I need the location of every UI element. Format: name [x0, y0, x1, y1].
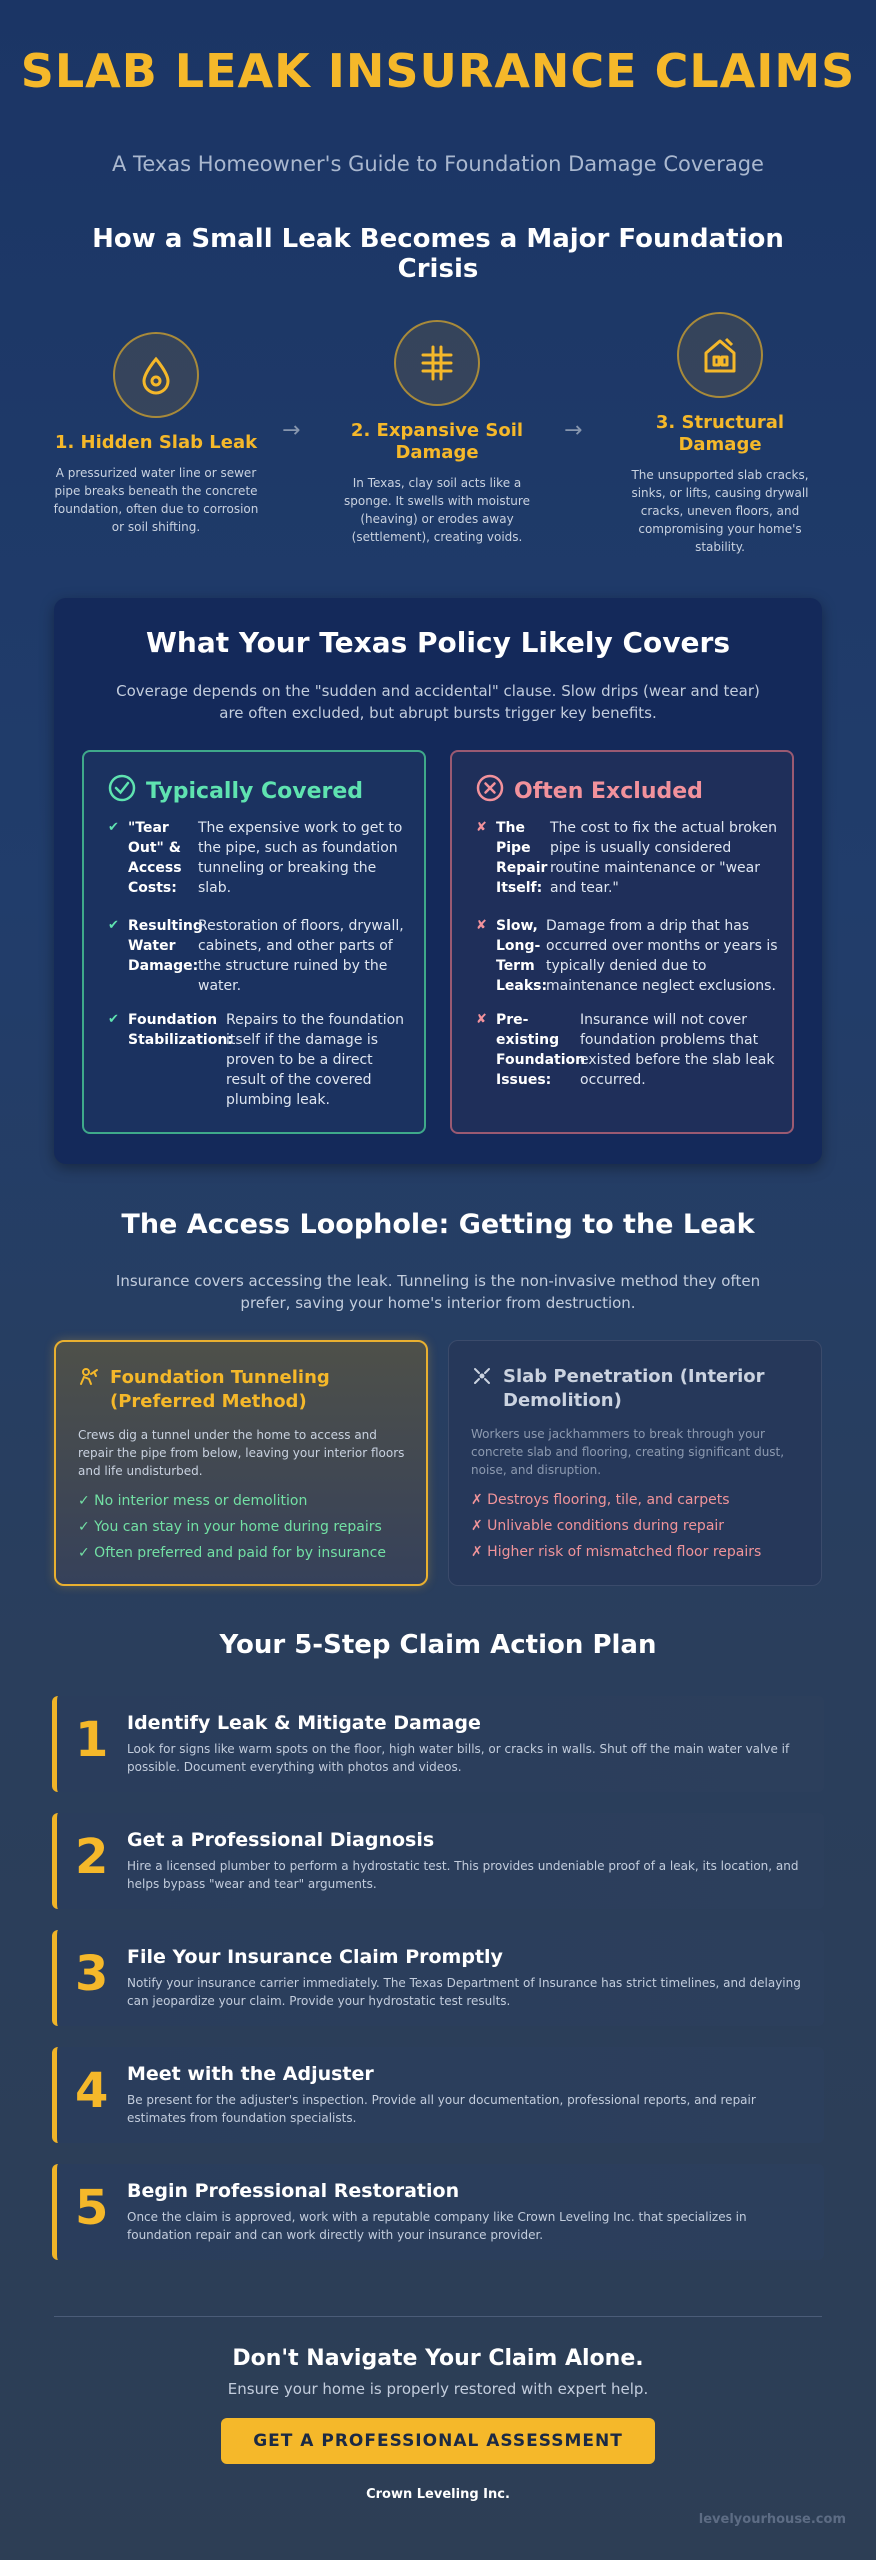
- excluded-heading: [476, 774, 703, 808]
- covered-title: Typically Covered: [146, 778, 364, 804]
- excluded-item: [476, 1010, 780, 1090]
- coverage-heading: What Your Texas Policy Likely Covers: [146, 626, 730, 659]
- crisis-step-desc: In Texas, clay soil acts like a sponge. It swells with moisture (heaving) or erodes away (settlement), creating voids.: [344, 476, 530, 544]
- step-desc: Once the claim is approved, work with a reputable company like Crown Leveling Inc. that specializes in foundation repair and can work directly with your insurance provider.: [127, 2210, 747, 2242]
- cta-heading: Don't Navigate Your Claim Alone.: [232, 2346, 644, 2371]
- x-circle-icon: [476, 774, 504, 808]
- water-drop-icon: [113, 332, 199, 418]
- check-circle-icon: [108, 774, 136, 808]
- arrow-right-icon: →: [282, 418, 301, 443]
- crisis-step-3: [620, 312, 820, 556]
- step-title: File Your Insurance Claim Promptly: [127, 1946, 503, 1968]
- brand-name: Crown Leveling Inc.: [366, 2487, 510, 2502]
- excluded-item: [476, 916, 780, 996]
- step-desc: Notify your insurance carrier immediately. The Texas Department of Insurance has strict timelines, and delaying can jeopardize your claim. Provide your hydrostatic test results.: [127, 1976, 801, 2008]
- worker-icon: [78, 1366, 100, 1414]
- step-desc: Be present for the adjuster's inspection. Provide all your documentation, professional reports, and repair estimates from foundation specialists.: [127, 2093, 756, 2125]
- step-number: 1: [75, 1712, 109, 1768]
- website-link[interactable]: levelyourhouse.com: [698, 2512, 846, 2527]
- excluded-title: Often Excluded: [514, 778, 703, 804]
- excluded-box: [450, 750, 794, 1134]
- step-title: Meet with the Adjuster: [127, 2063, 374, 2085]
- crisis-step-desc: The unsupported slab cracks, sinks, or lifts, causing drywall cracks, uneven floors, and compromising your home's stability.: [631, 468, 809, 554]
- pro-item: ✓ You can stay in your home during repairs: [78, 1519, 382, 1535]
- x-icon: ✘: [476, 1012, 487, 1027]
- plan-step-2: [52, 1813, 824, 1909]
- step-number: 3: [75, 1946, 109, 2002]
- get-assessment-button[interactable]: GET A PROFESSIONAL ASSESSMENT: [221, 2418, 655, 2464]
- covered-box: [82, 750, 426, 1134]
- con-item: ✗ Higher risk of mismatched floor repairs: [471, 1544, 762, 1560]
- page-title: SLAB LEAK INSURANCE CLAIMS: [20, 44, 856, 98]
- page-subtitle: A Texas Homeowner's Guide to Foundation Damage Coverage: [112, 152, 764, 176]
- con-item: ✗ Destroys flooring, tile, and carpets: [471, 1492, 730, 1508]
- covered-item-label: Resulting Water Damage:: [128, 918, 203, 974]
- plan-step-4: [52, 2047, 824, 2143]
- crisis-step-desc: A pressurized water line or sewer pipe breaks beneath the concrete foundation, often due to corrosion or soil shifting.: [53, 466, 259, 534]
- tunneling-desc: Crews dig a tunnel under the home to access and repair the pipe from below, leaving your interior floors and life undisturbed.: [78, 1428, 405, 1478]
- excluded-item-label: The Pipe Repair Itself:: [496, 820, 548, 896]
- slab-penetration-card: [448, 1340, 822, 1586]
- divider: [54, 2316, 822, 2317]
- slab-desc: Workers use jackhammers to break through your concrete slab and flooring, creating significant dust, noise, and disruption.: [471, 1427, 785, 1477]
- excluded-item: [476, 818, 780, 898]
- excluded-item-label: Pre-existing Foundation Issues:: [496, 1012, 586, 1088]
- excluded-item-label: Slow, Long-Term Leaks:: [496, 918, 548, 994]
- covered-item-label: "Tear Out" & Access Costs:: [128, 820, 182, 896]
- x-icon: ✘: [476, 918, 487, 933]
- covered-item: [108, 916, 408, 996]
- crisis-step-1: [50, 332, 262, 536]
- tunneling-card: [54, 1340, 428, 1586]
- step-title: Identify Leak & Mitigate Damage: [127, 1712, 481, 1734]
- covered-item-text: Restoration of floors, drywall, cabinets, and other parts of the structure ruined by the water.: [198, 918, 404, 994]
- plan-step-3: [52, 1930, 824, 2026]
- con-item: ✗ Unlivable conditions during repair: [471, 1518, 725, 1534]
- pro-item: ✓ No interior mess or demolition: [78, 1493, 308, 1509]
- check-icon: ✔: [108, 1012, 119, 1027]
- covered-item: [108, 818, 408, 898]
- step-number: 5: [75, 2180, 109, 2236]
- plan-step-1: [52, 1696, 824, 1792]
- tunneling-points: [78, 1488, 416, 1566]
- covered-item-text: The expensive work to get to the pipe, such as foundation tunneling or breaking the slab.: [198, 820, 403, 896]
- step-desc: Hire a licensed plumber to perform a hydrostatic test. This provides undeniable proof of a leak, its location, and helps bypass "wear and tear" arguments.: [127, 1859, 799, 1891]
- coverage-subtext: Coverage depends on the "sudden and accidental" clause. Slow drips (wear and tear) are often excluded, but abrupt bursts trigger key benefits.: [116, 682, 760, 722]
- step-number: 2: [75, 1829, 109, 1885]
- slab-title: Slab Penetration (Interior Demolition): [503, 1366, 765, 1411]
- arrow-right-icon: →: [564, 418, 583, 443]
- step-title: Get a Professional Diagnosis: [127, 1829, 435, 1851]
- step-desc: Look for signs like warm spots on the floor, high water bills, or cracks in walls. Shut off the main water valve if possible. Document everything with photos and videos.: [127, 1742, 790, 1774]
- excluded-item-text: Damage from a drip that has occurred over months or years is typically denied due to maintenance neglect exclusions.: [546, 918, 778, 994]
- access-subtext: Insurance covers accessing the leak. Tunneling is the non-invasive method they often prefer, saving your home's interior from destruction.: [115, 1272, 761, 1312]
- crisis-step-title: 2. Expansive Soil Damage: [350, 420, 524, 463]
- crisis-heading: How a Small Leak Becomes a Major Foundation Crisis: [92, 224, 784, 284]
- coverage-card: [54, 598, 822, 1164]
- soil-layers-icon: [394, 320, 480, 406]
- covered-item: [108, 1010, 408, 1110]
- slab-heading: [471, 1365, 803, 1413]
- covered-item-text: Repairs to the foundation itself if the damage is proven to be a direct result of the covered plumbing leak.: [226, 1012, 405, 1108]
- x-icon: ✘: [476, 820, 487, 835]
- excluded-item-text: The cost to fix the actual broken pipe is usually considered routine maintenance or "wear and tear.": [550, 820, 778, 896]
- crisis-step-title: 1. Hidden Slab Leak: [54, 432, 258, 453]
- tunneling-title: Foundation Tunneling (Preferred Method): [110, 1367, 330, 1412]
- house-damage-icon: [677, 312, 763, 398]
- crisis-step-2: [330, 320, 544, 546]
- plan-heading: Your 5-Step Claim Action Plan: [219, 1630, 657, 1660]
- check-icon: ✔: [108, 820, 119, 835]
- covered-heading: [108, 774, 363, 808]
- crisis-step-title: 3. Structural Damage: [655, 412, 785, 455]
- excluded-item-text: Insurance will not cover foundation problems that existed before the slab leak occurred.: [580, 1012, 775, 1088]
- plan-step-5: [52, 2164, 824, 2260]
- access-heading: The Access Loophole: Getting to the Leak: [121, 1209, 755, 1240]
- cta-subtext: Ensure your home is properly restored with expert help.: [227, 2380, 649, 2398]
- pro-item: ✓ Often preferred and paid for by insurance: [78, 1545, 386, 1561]
- step-title: Begin Professional Restoration: [127, 2180, 460, 2202]
- step-number: 4: [75, 2063, 109, 2119]
- check-icon: ✔: [108, 918, 119, 933]
- slab-points: [471, 1487, 811, 1565]
- covered-item-label: Foundation Stabilization:: [128, 1012, 233, 1048]
- tunneling-heading: [78, 1366, 408, 1414]
- demolition-icon: [471, 1365, 493, 1413]
